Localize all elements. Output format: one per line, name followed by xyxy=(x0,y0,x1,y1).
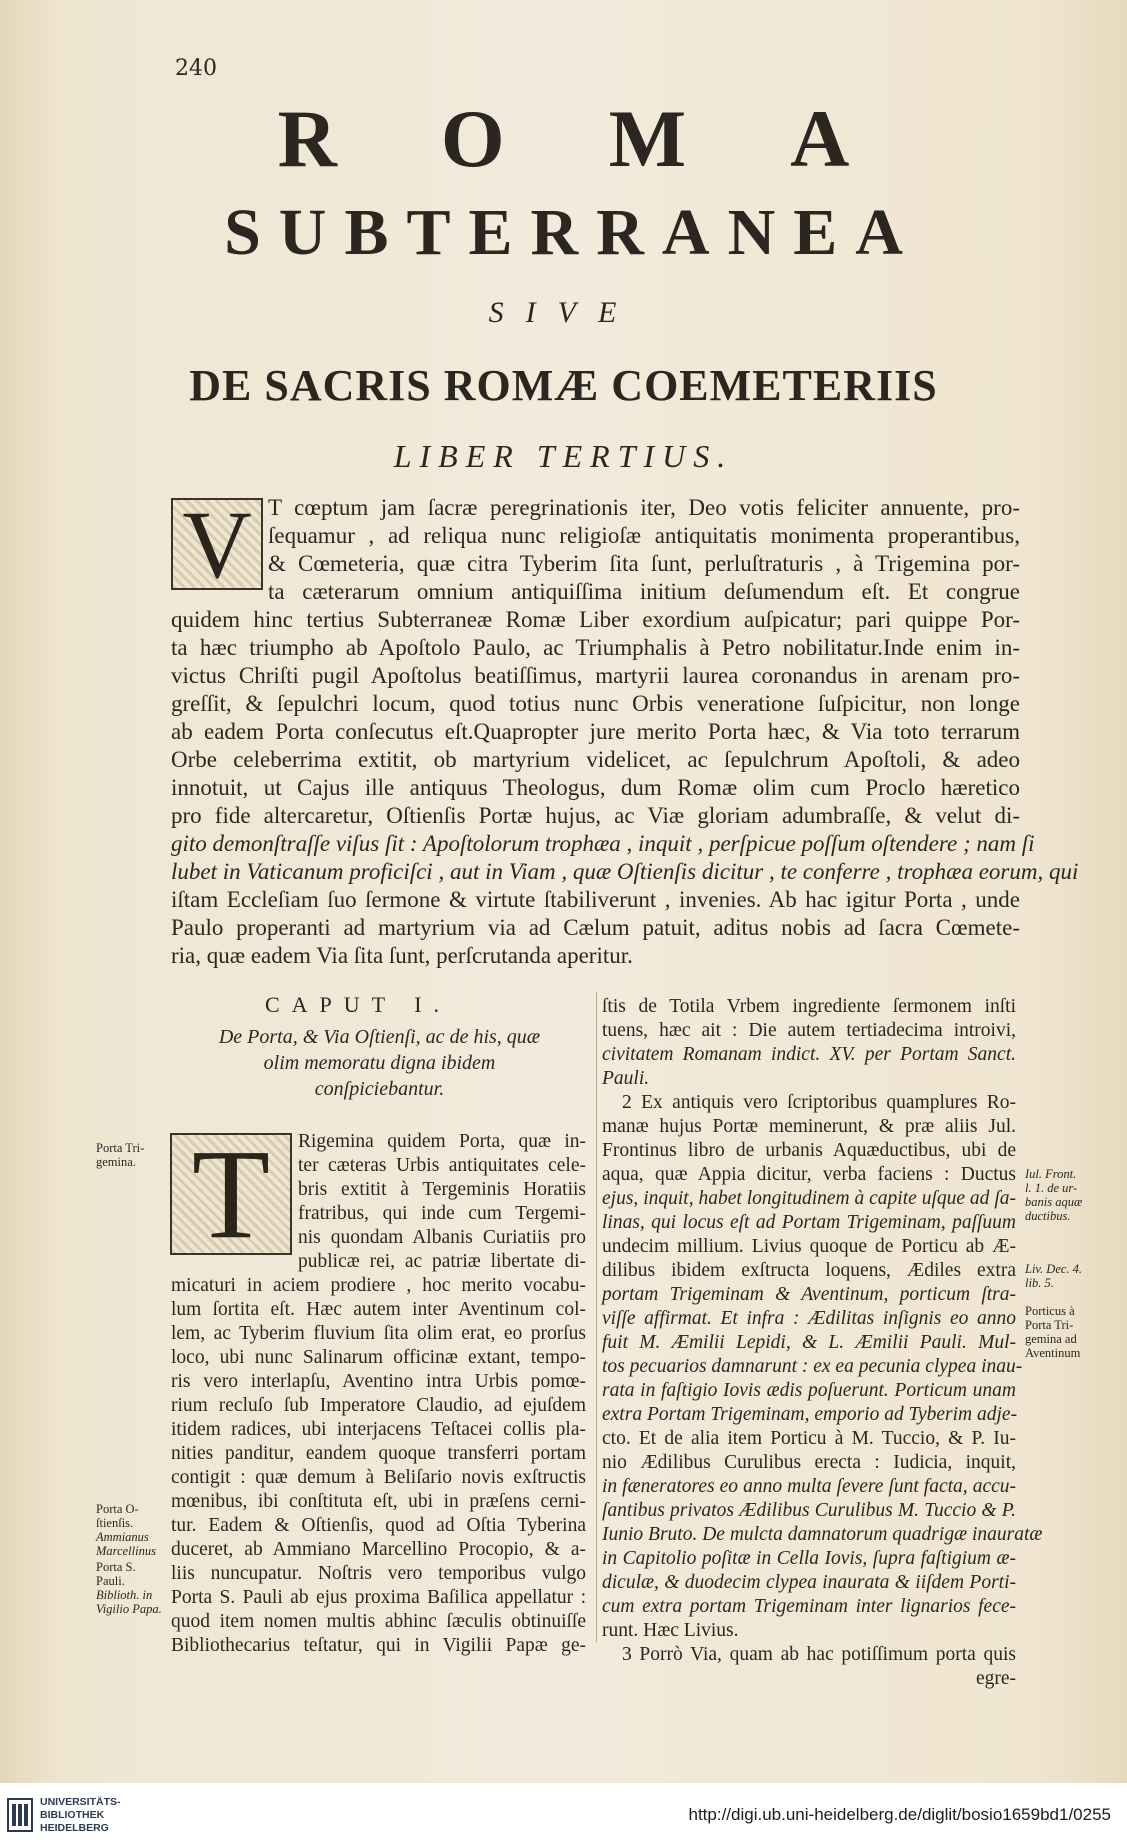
margin-note: gemina. xyxy=(96,1155,136,1169)
text-line: ris vero interlapſu, Aventino intra Urbis pomœ- xyxy=(171,1371,586,1392)
title-liber-tertius: LIBER TERTIUS. xyxy=(393,438,734,474)
margin-note: Porta S. xyxy=(96,1560,136,1574)
text-line: undecim millium. Livius quoque de Porticu ab Æ- xyxy=(602,1236,1016,1257)
margin-note: Porta Tri- xyxy=(96,1141,145,1155)
text-line: dilibus ibidem exſtructa loquens, Ædiles extra xyxy=(602,1260,1016,1281)
chapter-heading: CAPUT I. xyxy=(265,992,452,1017)
title-roma xyxy=(0,92,1127,186)
dropcap-t: T xyxy=(170,1133,292,1255)
text-line: runt. Hæc Livius. xyxy=(602,1620,739,1641)
subtitle-letter: R xyxy=(530,196,579,269)
text-line: Rigemina quidem Porta, quæ in- xyxy=(298,1131,586,1152)
text-line: & Cœmeteria, quæ citra Tyberim ſita ſunt, perluſtraturis , à Trigemina por- xyxy=(268,551,1020,576)
text-line: Pauli. xyxy=(602,1068,650,1089)
text-line: publicæ rei, ac patriæ libertate di- xyxy=(298,1251,586,1272)
margin-note: banis aquæ xyxy=(1025,1195,1083,1209)
margin-note: Porta O- xyxy=(96,1502,139,1516)
text-line: ab eadem Porta conſecutus eſt.Quapropter jure merito Porta hæc, & Via toto terrarum xyxy=(171,719,1020,744)
text-line: ter cæteras Urbis antiquitates cele- xyxy=(298,1155,586,1176)
text-line: mœnibus, ibi conſtituta eſt, ubi in præſens cerni- xyxy=(171,1491,586,1512)
permalink-url[interactable]: http://digi.ub.uni-heidelberg.de/diglit/bosio1659bd1/0255 xyxy=(688,1805,1111,1824)
viewer-footer xyxy=(0,1783,1127,1847)
page-number: 240 xyxy=(175,56,217,81)
text-line: liis nuncupatur. Noſtris vero temporibus vulgo xyxy=(171,1563,586,1584)
text-line: tuens, hæc ait : Die autem tertiadecima introivi, xyxy=(602,1020,1016,1041)
title-letter: O xyxy=(440,93,505,184)
margin-note: l. 1. de ur- xyxy=(1025,1181,1078,1195)
subtitle-letter: S xyxy=(224,196,261,269)
margin-note: ſtienſis. xyxy=(96,1516,134,1530)
text-line: victus Chriſti pugil Apoſtolus beatiſſimus, martyrii laurea coronandus in arenam pro- xyxy=(171,663,1020,688)
text-line: contigit : quæ demum à Beliſario novis exſtructis xyxy=(171,1467,586,1488)
margin-note: lib. 5. xyxy=(1025,1276,1054,1290)
text-line: nis quondam Albanis Curiatiis pro xyxy=(298,1227,586,1248)
margin-note: Pauli. xyxy=(96,1574,125,1588)
text-line: 3 Porrò Via, quam ab hac potiſſimum porta quis xyxy=(622,1644,1016,1665)
text-line: itidem radices, ubi interjacens Teſtacei collis pla- xyxy=(171,1419,586,1440)
text-line: ta cæterarum omnium antiquiſſima initium deſumendum eſt. Et congrue xyxy=(268,579,1020,604)
title-letter: M xyxy=(608,93,687,184)
text-line: ria, quæ eadem Via ſita ſunt, perſcrutanda aperitur. xyxy=(171,943,633,968)
text-line: ta hæc triumpho ab Apoſtolo Paulo, ac Triumphalis à Petro nobilitatur.Inde enim in- xyxy=(171,635,1020,660)
subtitle-letter: B xyxy=(344,196,389,269)
text-line: tur. Eadem & Oſtienſis, quod ad Oſtia Tyberina xyxy=(171,1515,586,1536)
text-line: nities panditur, eandem quoque transferri portam xyxy=(171,1443,586,1464)
margin-note: Iul. Front. xyxy=(1025,1167,1077,1181)
text-line: viſſe affirmat. Et infra : Ædilitas inſignis eo anno xyxy=(602,1308,1016,1329)
chapter-subtitle: conſpiciebantur. xyxy=(314,1078,445,1100)
text-line: fratribus, qui inde cum Tergemi- xyxy=(298,1203,586,1224)
text-line: greſſit, & ſepulchri locum, quod totius nunc Orbis veneratione ſuſpicitur, non longe xyxy=(171,691,1020,716)
margin-note: ductibus. xyxy=(1025,1209,1071,1223)
text-line: diculæ, & duodecim clypea inaurata & iiſdem Porti- xyxy=(602,1572,1016,1593)
text-line: manæ hujus Portæ meminerunt, & præ aliis Jul. xyxy=(602,1116,1016,1137)
text-line: linas, qui locus eſt ad Portam Trigeminam, paſſuum xyxy=(602,1212,1016,1233)
text-line: nio Ædilibus Curulibus erecta : Iudicia, inquit, xyxy=(602,1452,1016,1473)
text-line: quidem hinc tertius Subterraneæ Romæ Liber exordium auſpicatur; pari quippe Por- xyxy=(171,607,1020,632)
text-line: cum extra portam Trigeminam inter lignarios fece- xyxy=(602,1596,1016,1617)
subtitle-letter: U xyxy=(278,196,327,269)
text-line: extra Portam Trigeminam, emporio ad Tyberim adje- xyxy=(602,1404,1018,1425)
title-sive: SIVE xyxy=(488,296,639,329)
text-line: iſtam Eccleſiam ſuo ſermone & virtute ſtabiliverunt , invenies. Ab hac igitur Porta , unde xyxy=(171,887,1020,912)
title-de-sacris: DE SACRIS ROMÆ COEMETERIIS xyxy=(189,361,938,410)
margin-note: gemina ad xyxy=(1025,1332,1077,1346)
logo-text-line: BIBLIOTHEK xyxy=(40,1809,105,1821)
subtitle-letter: E xyxy=(793,196,838,269)
text-line: Orbe celeberrima extitit, ob martyrium videlicet, ac ſepulchrum Apoſtoli, & adeo xyxy=(171,747,1020,772)
margin-note: Liv. Dec. 4. xyxy=(1025,1262,1083,1276)
text-line: ejus, inquit, habet longitudinem à capite uſque ad ſa- xyxy=(602,1188,1016,1209)
title-subterranea xyxy=(0,195,1127,271)
text-line: in Capitolio poſitæ in Cella Iovis, ſupra faſtigium æ- xyxy=(602,1548,1016,1569)
dropcap-v: V xyxy=(171,498,263,590)
title-letter: A xyxy=(790,93,850,184)
text-line: lubet in Vaticanum proficiſci , aut in Viam , quæ Oſtienſis dicitur , te conferre , trophæa eorum, qui xyxy=(171,859,1079,884)
text-line: micaturi in aciem prodiere , hoc merito vocabu- xyxy=(171,1275,586,1296)
text-line: loco, ubi nunc Salinarum officinæ extant, tempo- xyxy=(171,1347,586,1368)
margin-note: Porticus à xyxy=(1025,1304,1075,1318)
text-line: tos pecuarios damnarunt : ex ea pecunia clypea inau- xyxy=(602,1356,1023,1377)
subtitle-letter: T xyxy=(406,196,451,269)
text-line: duceret, ab Ammiano Marcellino Procopio, & a- xyxy=(171,1539,586,1560)
text-line: 2 Ex antiquis vero ſcriptoribus quamplures Ro- xyxy=(622,1092,1016,1113)
chapter-subtitle: olim memoratu digna ibidem xyxy=(263,1052,496,1074)
text-line: ſequamur , ad reliqua nunc religioſæ antiquitatis monimenta properantibus, xyxy=(268,523,1020,548)
text-line: rium recluſo ſub Imperatore Claudio, ad ejuſdem xyxy=(171,1395,586,1416)
text-line: cto. Et de alia item Porticu à M. Tuccio, & P. Iu- xyxy=(602,1428,1016,1449)
text-line: lem, ac Tyberim fluvium ſita olim erat, eo prorſus xyxy=(171,1323,586,1344)
chapter-subtitle: De Porta, & Via Oſtienſi, ac de his, quæ xyxy=(218,1026,541,1048)
text-line: Bibliothecarius teſtatur, qui in Vigilii Papæ ge- xyxy=(171,1635,586,1656)
margin-note: Vigilio Papa. xyxy=(96,1602,162,1616)
column-divider xyxy=(596,992,597,1642)
subtitle-letter: A xyxy=(661,196,710,269)
text-line: ſtis de Totila Vrbem ingrediente ſermonem inſti xyxy=(602,996,1016,1017)
subtitle-letter: R xyxy=(596,196,644,269)
text-line: innotuit, ut Cajus ille antiquus Theologus, dum Romæ olim cum Proclo hæretico xyxy=(171,775,1020,800)
margin-note: Ammianus xyxy=(96,1530,149,1544)
subtitle-letter: N xyxy=(727,196,776,269)
title-letter: R xyxy=(277,93,337,184)
text-line: lum ſortita eſt. Hæc autem inter Aventinum col- xyxy=(171,1299,586,1320)
logo-text-line: UNIVERSITÄTS- xyxy=(40,1796,121,1808)
logo-text-line: HEIDELBERG xyxy=(40,1822,109,1834)
subtitle-letter: E xyxy=(468,196,513,269)
text-line: rata in faſtigio Iovis ædis poſuerunt. Porticum unam xyxy=(602,1380,1016,1401)
text-line: egre- xyxy=(975,1668,1016,1689)
margin-note: Marcellinus xyxy=(96,1544,156,1558)
text-line: Iunio Bruto. De mulcta damnatorum quadrigæ inauratæ xyxy=(602,1524,1043,1545)
text-line: pro fide altercaretur, Oſtienſis Portæ hujus, ac Viæ gloriam adumbraſſe, & velut di- xyxy=(171,803,1020,828)
text-line: ſantibus privatos Ædilibus Curulibus M. Tuccio & P. xyxy=(602,1500,1016,1521)
text-line: Frontinus libro de urbanis Aquæductibus, ubi de xyxy=(602,1140,1016,1161)
text-line: gito demonſtraſſe viſus ſit : Apoſtolorum trophæa , inquit , perſpicue poſſum oſtendere ; nam ſi xyxy=(171,831,1035,856)
text-line: in fæneratores eo anno multa ſevere ſunt facta, accu- xyxy=(602,1476,1016,1497)
text-line: T cœptum jam ſacræ peregrinationis iter, Deo votis feliciter annuente, pro- xyxy=(268,495,1020,520)
university-library-logo-icon xyxy=(6,1797,34,1833)
text-line: Paulo properanti ad martyrium via ad Cælum patuit, aditus nobis ad ſacra Cœmete- xyxy=(171,915,1020,940)
margin-note: Aventinum xyxy=(1025,1346,1081,1360)
subtitle-letter: A xyxy=(855,196,903,269)
margin-note: Biblioth. in xyxy=(96,1588,153,1602)
text-line: portam Trigeminam & Aventinum, porticum ſtra- xyxy=(602,1284,1016,1305)
text-line: aqua, quæ Appia dicitur, verba faciens : Ductus xyxy=(602,1164,1016,1185)
text-line: quod item nomen multis abhinc ſæculis obtinuiſſe xyxy=(171,1611,586,1632)
text-line: Porta S. Pauli ab ejus proxima Baſilica appellatur : xyxy=(171,1587,586,1608)
text-line: bris extitit à Tergeminis Horatiis xyxy=(298,1179,586,1200)
text-line: fuit M. Æmilii Lepidi, & L. Æmilii Pauli. Mul- xyxy=(602,1332,1016,1353)
text-line: civitatem Romanam indict. XV. per Portam Sanct. xyxy=(602,1044,1016,1065)
margin-note: Porta Tri- xyxy=(1025,1318,1074,1332)
